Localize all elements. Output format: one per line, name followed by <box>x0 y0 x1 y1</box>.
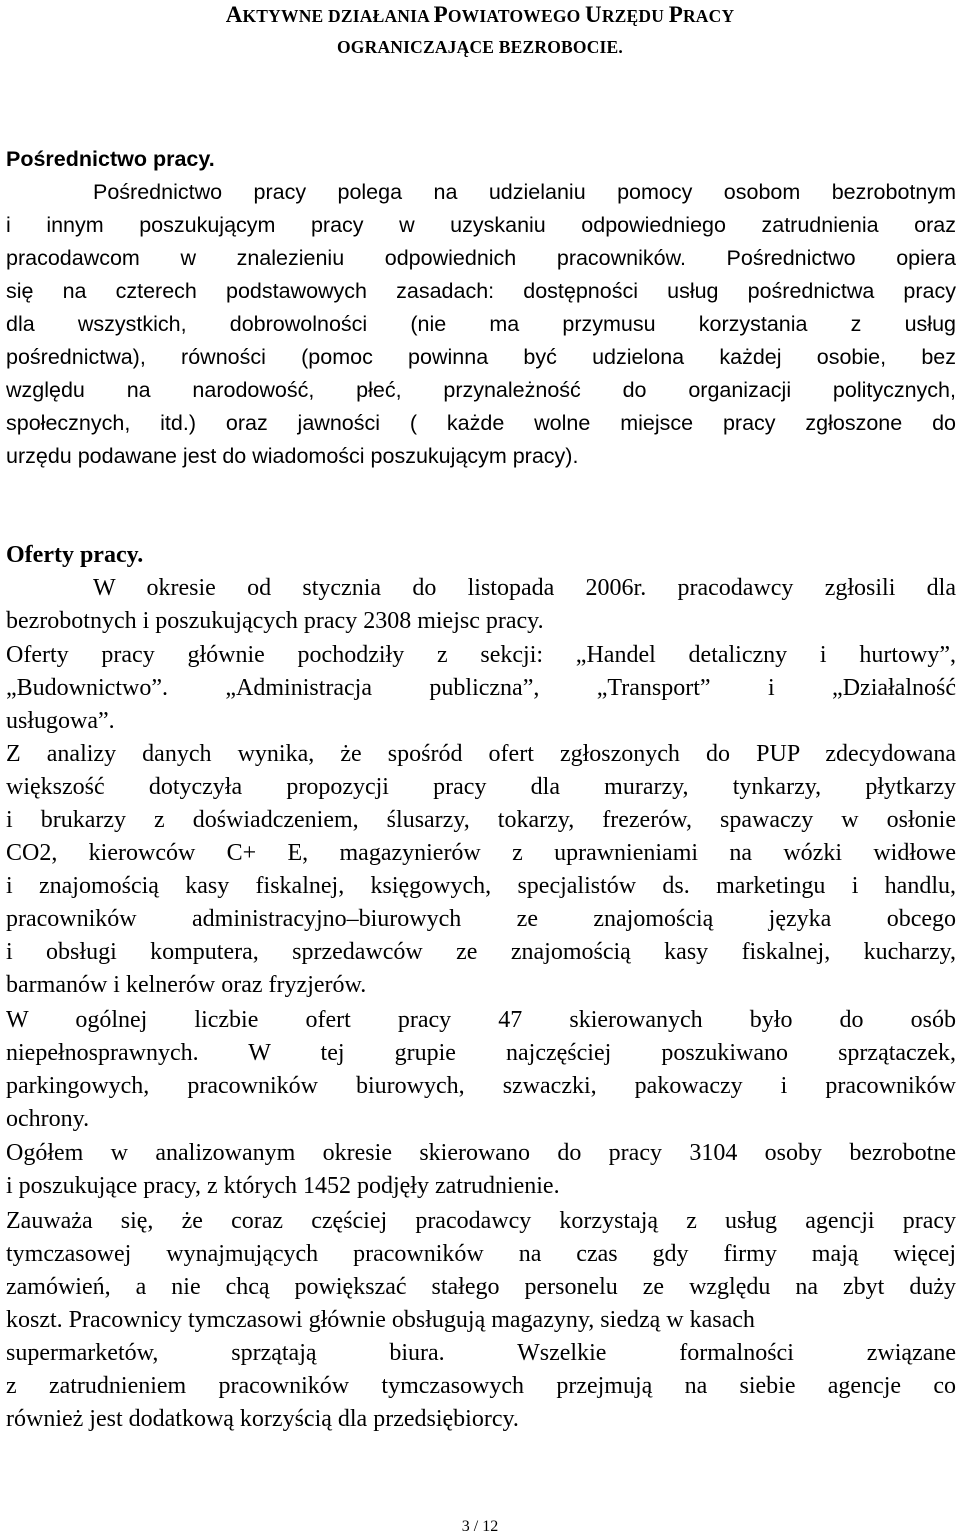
paragraph-line: tymczasowej wynajmujących pracowników na czas gdy firmy mają więcej <box>6 1241 956 1267</box>
sentence-fragment: pracodawcom w znalezieniu odpowiednich pracowników. <box>6 246 686 270</box>
paragraph-line: „Budownictwo”. „Administracja publiczna”, „Transport” i „Działalność <box>6 675 956 701</box>
paragraph-line: i brukarzy z doświadczeniem, ślusarzy, tokarzy, frezerów, spawaczy w osłonie <box>6 807 956 833</box>
sentence-fragment: Pośrednictwo opiera <box>726 246 956 270</box>
paragraph-line: się na czterech podstawowych zasadach: dostępności usług pośrednictwa pracy <box>6 279 956 303</box>
paragraph-line: Pośrednictwo pracy polega na udzielaniu pomocy osobom bezrobotnym <box>93 180 956 204</box>
paragraph-line: społecznych, itd.) oraz jawności ( każde wolne miejsce pracy zgłoszone do <box>6 411 956 435</box>
paragraph-line: koszt. Pracownicy tymczasowi głównie obsługują magazyny, siedzą w kasach <box>6 1307 755 1333</box>
paragraph-line <box>6 242 956 275</box>
paragraph-line: CO2, kierowców C+ E, magazynierów z uprawnieniami na wózki widłowe <box>6 840 956 866</box>
paragraph-line: zamówień, a nie chcą powiększać stałego personelu ze względu na zbyt duży <box>6 1274 956 1300</box>
page-number: 3 / 12 <box>461 1518 499 1535</box>
paragraph-line: W okresie od stycznia do listopada 2006r. pracodawcy zgłosili dla <box>93 575 956 601</box>
title-fragment: U <box>585 2 602 27</box>
paragraph-line: również jest dodatkową korzyścią dla przedsiębiorcy. <box>6 1406 519 1432</box>
title-fragment: RZĘDU <box>601 6 669 26</box>
title-fragment: P <box>668 2 683 27</box>
paragraph-line: urzędu podawane jest do wiadomości poszukującym pracy). <box>6 444 579 468</box>
paragraph-line: Zauważa się, że coraz częściej pracodawcy korzystają z usług agencji pracy <box>6 1208 956 1234</box>
paragraph-line: niepełnosprawnych. W tej grupie najczęściej poszukiwano sprzątaczek, <box>6 1040 956 1066</box>
paragraph-line: pracowników administracyjno–biurowych ze znajomością języka obcego <box>6 906 956 932</box>
paragraph-line: i obsługi komputera, sprzedawców ze znajomością kasy fiskalnej, kucharzy, <box>6 939 956 965</box>
paragraph-line: W ogólnej liczbie ofert pracy 47 skierowanych było do osób <box>6 1007 956 1033</box>
paragraph-line: ochrony. <box>6 1106 90 1132</box>
paragraph-line: Oferty pracy głównie pochodziły z sekcji: „Handel detaliczny i hurtowy”, <box>6 642 956 668</box>
paragraph-line: bezrobotnych i poszukujących pracy 2308 miejsc pracy. <box>6 608 544 634</box>
title-fragment: A <box>225 2 243 27</box>
paragraph-line: pośrednictwa), równości (pomoc powinna być udzielona każdej osobie, bez <box>6 345 956 369</box>
document-title-line2: OGRANICZAJĄCE BEZROBOCIE. <box>336 37 624 57</box>
paragraph-line: barmanów i kelnerów oraz fryzjerów. <box>6 972 367 998</box>
title-fragment: P <box>433 2 448 27</box>
paragraph-line: Ogółem w analizowanym okresie skierowano do pracy 3104 osoby bezrobotne <box>6 1140 956 1166</box>
title-fragment: KTYWNE DZIAŁANIA <box>242 6 434 26</box>
paragraph-line: dla wszystkich, dobrowolności (nie ma przymusu korzystania z usług <box>6 312 956 336</box>
paragraph-line: względu na narodowość, płeć, przynależność do organizacji politycznych, <box>6 378 956 402</box>
document-title <box>0 2 960 28</box>
title-fragment: RACY <box>682 6 735 26</box>
paragraph-line: parkingowych, pracowników biurowych, szwaczki, pakowaczy i pracowników <box>6 1073 956 1099</box>
paragraph-line: Z analizy danych wynika, że spośród ofert zgłoszonych do PUP zdecydowana <box>6 741 956 767</box>
paragraph-line: i innym poszukującym pracy w uzyskaniu odpowiedniego zatrudnienia oraz <box>6 213 956 237</box>
paragraph-line: supermarketów, sprzątają biura. Wszelkie formalności związane <box>6 1340 956 1366</box>
paragraph-line: większość dotyczyła propozycji pracy dla murarzy, tynkarzy, płytkarzy <box>6 774 956 800</box>
paragraph-line: i znajomością kasy fiskalnej, księgowych, specjalistów ds. marketingu i handlu, <box>6 873 956 899</box>
paragraph-line: z zatrudnieniem pracowników tymczasowych przejmują na siebie agencje co <box>6 1373 956 1399</box>
title-fragment: OWIATOWEGO <box>447 6 586 26</box>
section-heading-posrednictwo: Pośrednictwo pracy. <box>6 147 215 171</box>
section-heading-oferty: Oferty pracy. <box>6 542 144 568</box>
paragraph-line: i poszukujące pracy, z których 1452 podjęły zatrudnienie. <box>6 1173 560 1199</box>
paragraph-line: usługowa”. <box>6 708 115 734</box>
